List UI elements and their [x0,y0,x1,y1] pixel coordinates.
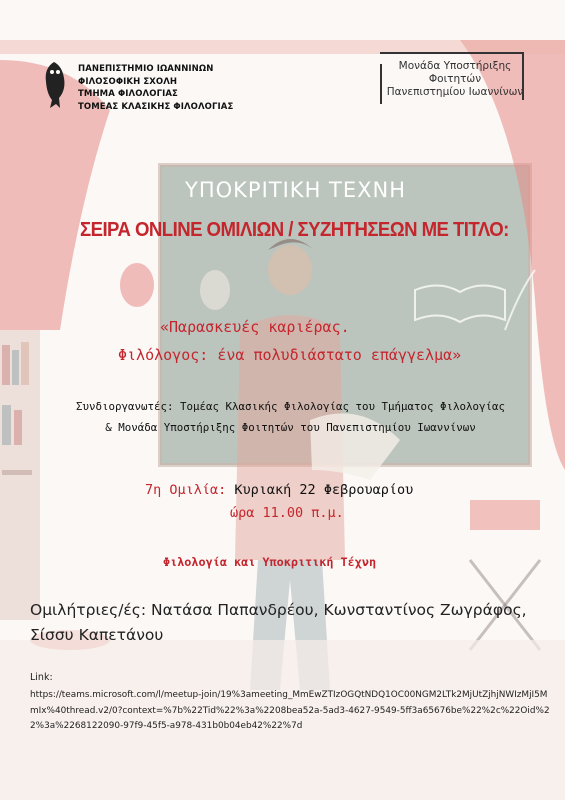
link-label: Link: [30,672,53,683]
chalkboard-title: ΥΠΟΚΡΙΤΙΚΗ ΤΕΧΝΗ [185,178,407,202]
coorganizers-line: & Μονάδα Υποστήριξης Φοιτητών του Πανεπιστημίου Ιωαννίνων [105,421,476,434]
talk-series-name: «Παρασκευές καριέρας. [160,318,350,336]
coorganizers-line: Συνδιοργανωτές: Τομέας Κλασικής Φιλολογίας του Τμήματος Φιλολογίας [75,400,506,413]
university-header [78,63,233,113]
director-chair [470,500,540,530]
unit-line: Μονάδα Υποστήριξης [398,60,512,72]
unit-line: Πανεπιστημίου Ιωαννίνων [386,86,524,98]
speakers [30,598,550,648]
university-line: ΤΟΜΕΑΣ ΚΛΑΣΙΚΗΣ ΦΙΛΟΛΟΓΙΑΣ [78,101,234,112]
series-title: ΣΕΙΡΑ ONLINE ΟΜΙΛΙΩΝ / ΣΥΖΗΤΗΣΕΩΝ ΜΕ ΤΙΤΛΟ: [80,219,509,241]
presenter-figure [268,245,312,295]
talk-day: Κυριακή 22 Φεβρουαρίου [226,482,414,498]
unit-line: Φοιτητών [428,73,482,85]
unit-frame-left [380,64,382,104]
university-line: ΠΑΝΕΠΙΣΤΗΜΙΟ ΙΩΑΝΝΙΝΩΝ [78,64,214,74]
university-line: ΤΜΗΜΑ ΦΙΛΟΛΟΓΙΑΣ [78,89,178,99]
talk-topic: Φιλολογία και Υποκριτική Τέχνη [163,555,377,569]
speakers-line: Ομιλήτριες/ές: Νατάσα Παπανδρέου, Κωνσταντίνος Ζωγράφος, [30,601,527,619]
theatre-mask [120,263,154,307]
speakers-line: Σίσσυ Καπετάνου [30,626,164,644]
owl-logo-icon [40,60,70,110]
talk-number: 7η Ομιλία: [145,482,227,498]
student-support-unit [385,60,525,99]
coorganizers [38,396,543,438]
talk-date [145,482,413,498]
talk-series-subtitle: Φιλόλογος: ένα πολυδιάστατο επάγγελμα» [118,346,462,364]
meeting-link[interactable]: https://teams.microsoft.com/l/meetup-join/19%3ameeting_MmEwZTIzOGQtNDQ1OC00NGM2LTk2MjUtZjhjNWIzMjI5MmIx%40thread.v2/0?context=%7b%22Tid%22%3a%2208bea52a-5ad3-4627-9549-5ff3a65676be%22%2c%22Oid%22%3a%2268122090-97f9-45f5-a978-431b0b04eb42%22%7d [30,690,550,731]
talk-time: ώρα 11.00 π.μ. [230,505,344,521]
university-line: ΦΙΛΟΣΟΦΙΚΗ ΣΧΟΛΗ [78,76,178,87]
